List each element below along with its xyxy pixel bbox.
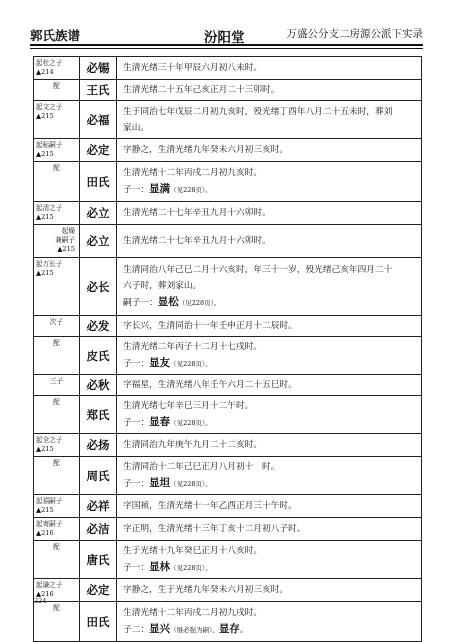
person-name: 必扬	[80, 434, 117, 457]
biography-line	[123, 181, 417, 198]
relation-cell	[34, 434, 80, 457]
person-name: 皮氏	[80, 337, 117, 375]
relation-cell	[34, 396, 80, 434]
child-name: 显松	[157, 296, 179, 308]
relation-text: 配	[53, 398, 60, 406]
table-row	[34, 101, 422, 139]
biography-cell	[117, 57, 422, 80]
biography-cell	[117, 375, 422, 396]
child-name: 显满	[149, 183, 171, 195]
biography-cell	[117, 337, 422, 375]
relation-text: ▲215	[36, 150, 54, 158]
page-reference: （见228页）。	[170, 419, 212, 427]
relation-text: 三子	[49, 377, 64, 385]
relation-cell	[34, 337, 80, 375]
biography-text: 生清光绪二十七年辛丑九月十六卯时。	[123, 208, 271, 218]
child-name: 显春	[149, 416, 171, 428]
table-row	[34, 202, 422, 225]
person-name: 必立	[80, 202, 117, 225]
relation-cell	[34, 258, 80, 316]
biography-cell	[117, 518, 422, 541]
table-row	[34, 57, 422, 80]
person-name: 必锡	[80, 57, 117, 80]
biography-cell	[117, 541, 422, 579]
biography-text: 子一：	[123, 479, 150, 489]
table-row	[34, 80, 422, 101]
relation-cell	[34, 57, 80, 80]
relation-text: 配	[53, 164, 60, 172]
biography-cell	[117, 162, 422, 202]
person-name: 田氏	[80, 602, 117, 642]
table-row	[34, 579, 422, 602]
page-reference: （见228页）。	[170, 186, 212, 194]
child-name: 显林	[149, 561, 171, 573]
relation-text: 次子	[49, 318, 64, 326]
biography-cell	[117, 202, 422, 225]
biography-text: 嗣子一：	[123, 298, 158, 308]
header-genealogy-title: 郭氏族谱	[30, 28, 81, 43]
relation-text: ▲216	[36, 590, 54, 598]
person-name: 必定	[80, 579, 117, 602]
child-name: 显友	[149, 357, 171, 369]
biography-line	[123, 205, 417, 221]
genealogy-table	[33, 56, 422, 642]
relation-cell	[34, 316, 80, 337]
biography-text: 六子时，葬刘家山。	[123, 281, 202, 291]
biography-cell	[117, 434, 422, 457]
biography-cell	[117, 316, 422, 337]
relation-text: 配	[53, 604, 60, 612]
biography-cell	[117, 258, 422, 316]
biography-text: 子一：	[123, 185, 150, 195]
biography-line	[123, 559, 417, 576]
relation-cell	[34, 225, 80, 258]
biography-text: 字静之，生于光绪九年癸未六月初三亥时。	[123, 585, 289, 595]
table-row	[34, 396, 422, 434]
table-row	[34, 457, 422, 495]
biography-text: 子一：	[123, 563, 150, 573]
page-reference: （见228页）。	[178, 299, 221, 307]
biography-line	[123, 82, 417, 98]
genealogy-table-body	[34, 57, 422, 642]
biography-text: 生清光绪二十五年己亥正月二十三卯时。	[123, 85, 280, 95]
table-row	[34, 375, 422, 396]
relation-text: 起杜之子	[36, 59, 63, 67]
page-number: 224	[34, 597, 47, 605]
relation-text: ▲215	[36, 506, 54, 514]
table-row	[34, 495, 422, 518]
relation-cell	[34, 518, 80, 541]
relation-cell	[34, 139, 80, 162]
biography-cell	[117, 602, 422, 642]
biography-line	[123, 605, 417, 621]
header-rule-thick	[30, 44, 423, 46]
page-reference: （见228页）。	[170, 360, 212, 368]
table-row	[34, 139, 422, 162]
biography-line	[123, 233, 417, 249]
biography-text: 生清光绪三十年甲辰六月初八未时。	[123, 63, 262, 73]
biography-line	[123, 498, 417, 514]
biography-text: 。	[239, 625, 249, 635]
biography-text: 子一：	[123, 418, 150, 428]
biography-line	[123, 339, 417, 355]
biography-line	[123, 475, 417, 492]
biography-text: 生清光绪七年辛巳三月十二午时。	[123, 401, 254, 411]
biography-cell	[117, 579, 422, 602]
biography-text: 生清光绪十二年丙戌二月初九戌时。	[123, 608, 262, 618]
page-reference: （继必强为嗣）、	[170, 626, 219, 634]
biography-line	[123, 621, 417, 638]
biography-text: 子一：	[123, 359, 150, 369]
relation-cell	[34, 602, 80, 642]
relation-text: 起文之子	[36, 103, 63, 111]
relation-cell	[34, 541, 80, 579]
biography-text: 生清光绪二年丙子十二月十七戌时。	[123, 342, 262, 352]
biography-line	[123, 294, 417, 311]
relation-text: 起万长子	[36, 260, 63, 268]
biography-line	[123, 414, 417, 431]
biography-cell	[117, 139, 422, 162]
relation-cell	[34, 202, 80, 225]
table-row	[34, 518, 422, 541]
child-name: 显兴	[149, 623, 171, 635]
person-name: 必定	[80, 139, 117, 162]
biography-text: 生清同治八年己巳二月十六亥时，年三十一岁，殁光绪己亥年四月二十	[123, 265, 393, 275]
biography-text: 字长兴，生清同治十一年壬申正月十二辰时。	[123, 321, 297, 331]
biography-text: 字静之，生清光绪九年癸未六月初三亥时。	[123, 145, 289, 155]
header-hall-name: 汾阳堂	[204, 30, 245, 46]
page-header	[30, 24, 423, 46]
biography-line	[123, 521, 417, 537]
table-row	[34, 258, 422, 316]
person-name: 必长	[80, 258, 117, 316]
table-row	[34, 602, 422, 642]
table-row	[34, 162, 422, 202]
biography-text: 子二：	[123, 625, 150, 635]
biography-text: 生清光绪二十七年辛丑九月十六卯时。	[123, 236, 271, 246]
relation-text: 配	[53, 459, 60, 467]
table-row	[34, 541, 422, 579]
biography-cell	[117, 225, 422, 258]
biography-line	[123, 355, 417, 372]
person-name: 周氏	[80, 457, 117, 495]
person-name: 郑氏	[80, 396, 117, 434]
biography-cell	[117, 101, 422, 139]
relation-text: 起燥	[61, 227, 75, 235]
table-row	[34, 316, 422, 337]
biography-text: 生清光绪十二年丙戌二月初九亥时。	[123, 168, 262, 178]
relation-text: 起谦之子	[36, 581, 63, 589]
biography-line	[123, 165, 417, 181]
biography-cell	[117, 396, 422, 434]
person-name: 唐氏	[80, 541, 117, 579]
biography-text: 生清同治九年庚午九月二十二亥时。	[123, 440, 262, 450]
relation-text: 起全之子	[36, 436, 63, 444]
relation-text: ▲215	[57, 245, 75, 253]
relation-text: ▲215	[36, 112, 54, 120]
relation-cell	[34, 495, 80, 518]
person-name: 田氏	[80, 162, 117, 202]
biography-text: 生于同治七年戊辰二月初九亥时，殁光绪丁酉年八月二十五未时，葬刘	[123, 106, 393, 117]
relation-text: 起清之子	[36, 204, 63, 212]
biography-line	[123, 120, 417, 136]
relation-text: ▲215	[36, 213, 54, 221]
biography-text: 字国祯，生清光绪十一年乙酉正月三十午时。	[123, 501, 297, 511]
table-row	[34, 225, 422, 258]
biography-text: 家山。	[123, 122, 150, 133]
biography-line	[123, 459, 417, 475]
person-name: 必福	[80, 101, 117, 139]
relation-text: ▲216	[36, 529, 54, 537]
biography-line	[123, 582, 417, 598]
biography-text: 生清同治十二年己巳正月八月初十 时。	[123, 462, 280, 472]
biography-line	[123, 60, 417, 76]
relation-text: 起禧嗣子	[36, 497, 63, 505]
person-name: 必发	[80, 316, 117, 337]
relation-text: 兼嗣子	[55, 236, 75, 244]
relation-cell	[34, 101, 80, 139]
relation-text: 起标嗣子	[36, 141, 63, 149]
biography-line	[123, 377, 417, 393]
relation-cell	[34, 457, 80, 495]
person-name: 王氏	[80, 80, 117, 101]
biography-line	[123, 318, 417, 334]
person-name: 必洁	[80, 518, 117, 541]
relation-text: 配	[53, 82, 60, 90]
person-name: 必秋	[80, 375, 117, 396]
biography-line	[123, 142, 417, 158]
relation-text: ▲215	[36, 445, 54, 453]
page-reference: （见228页）。	[170, 564, 212, 572]
relation-cell	[34, 80, 80, 101]
person-name: 必祥	[80, 495, 117, 518]
child-name: 显存	[218, 623, 240, 635]
header-branch-title: 万盛公分支二房源公派下实录	[286, 28, 423, 40]
biography-cell	[117, 495, 422, 518]
biography-line	[123, 437, 417, 453]
biography-line	[123, 398, 417, 414]
biography-text: 字正明，生清光绪十三年丁亥十二月初八子时。	[123, 524, 306, 534]
relation-text: ▲215	[36, 269, 54, 277]
child-name: 显坦	[149, 477, 171, 489]
relation-text: 配	[53, 543, 60, 551]
relation-cell	[34, 375, 80, 396]
biography-line	[123, 543, 417, 559]
table-row	[34, 434, 422, 457]
page-reference: （见228页）。	[170, 480, 212, 488]
relation-text: 配	[53, 339, 60, 347]
biography-line	[123, 262, 417, 278]
biography-cell	[117, 457, 422, 495]
biography-cell	[117, 80, 422, 101]
relation-cell	[34, 162, 80, 202]
biography-text: 生于光绪十九年癸巳正月十八亥时。	[123, 546, 262, 556]
header-rule-thin	[30, 48, 423, 49]
table-row	[34, 337, 422, 375]
biography-line	[123, 104, 417, 120]
person-name: 必立	[80, 225, 117, 258]
relation-text: 起寄嗣子	[36, 520, 63, 528]
relation-text: ▲214	[36, 68, 54, 76]
biography-text: 字福星，生清光绪八年壬午六月二十五巳时。	[123, 380, 297, 390]
biography-line	[123, 278, 417, 294]
